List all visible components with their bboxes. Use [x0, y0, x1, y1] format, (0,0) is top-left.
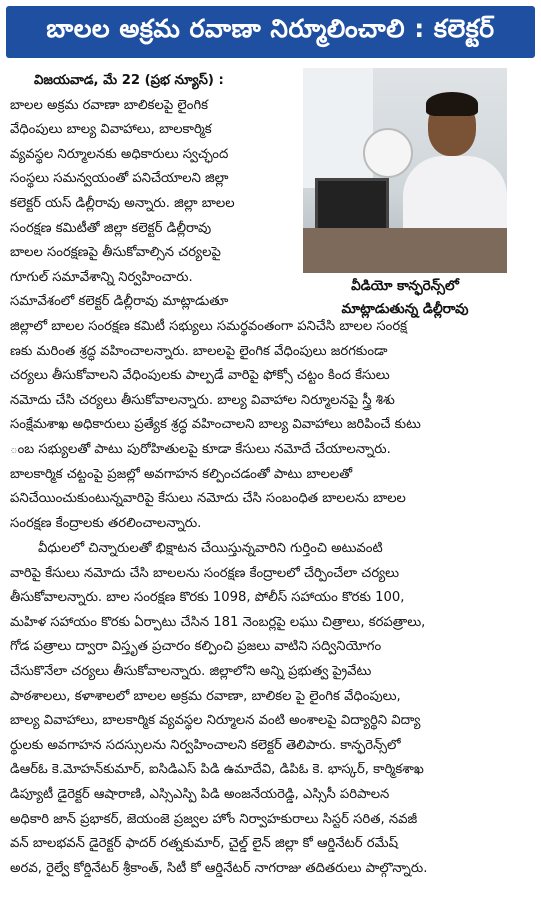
- dateline: విజయవాడ, మే 22 (ప్రభ న్యూస్) :: [34, 73, 224, 88]
- article-line: తీసుకోవాలన్నారు. బాల సంరక్షణ కొరకు 1098, పోలీస్ సహాయం కొరకు 100,: [10, 590, 405, 606]
- photo-desk: [303, 228, 507, 273]
- article-line: వీధులలో చిన్నారులతో భిక్షాటన చేయిస్తున్నవారిని గుర్తించి అటువంటి: [38, 541, 383, 556]
- article-line: అధికారి జాన్ ప్రభాకర్, జెయంజె ప్రజ్వల హోం నిర్వాహకురాలు సిస్టర్ సరిత, నవజీ: [10, 811, 418, 827]
- article-line: డిప్యూటీ డైరెక్టర్ ఆషారాణి, ఎస్సిఎస్పి పిడి అంజనేయరెడ్డి, ఎస్సిసీ పరిపాలన: [10, 786, 390, 802]
- article-line: చేసుకొనేలా చర్యలు తీసుకోవాలన్నారు. జిల్లాలోని అన్ని ప్రభుత్వ ప్రైవేటు: [10, 663, 372, 679]
- headline-banner: [6, 6, 535, 58]
- article-line: వన్ బాలభవన్ డైరెక్టర్ ఫాదర్ రత్నకుమార్, చైల్డ్ లైన్ జిల్లా కో ఆర్డినేటర్ రమేష్: [10, 836, 398, 852]
- article-narrow-column: [10, 69, 300, 315]
- article-line: సంక్షేమశాఖ అధికారులు ప్రత్యేక శ్రద్ధ వహించాలని బాల్య వివాహాలు జరిపించే కుటు: [10, 417, 421, 433]
- article-line: బాలకార్మిక చట్టంపై ప్రజల్లో అవగాహన కల్పించడంతో పాటు బాలలతో: [10, 466, 353, 482]
- article-body-part-2: [10, 537, 534, 881]
- photo-caption-line: మాట్లాడుతున్న డిల్లీరావు: [341, 301, 469, 317]
- headline-text: బాలల అక్రమ రవాణా నిర్మూలించాలి : కలెక్టర్: [46, 14, 495, 43]
- photo-person-hair: [426, 92, 478, 116]
- article-line: వారిపై కేసులు నమోదు చేసి బాలలను సంరక్షణ కేంద్రాలలో చేర్పించేలా చర్యలు: [10, 565, 400, 581]
- article-line: డిఆర్‌ఓ కె.మోహన్‌కుమార్, ఐసిడిఎస్ పిడి ఉమాదేవి, డిపిఓ కె. భాస్కర్, కార్మికశాఖ: [10, 762, 424, 778]
- article-line: నమోదు చేసి చర్యలు తీసుకోవాలన్నారు. బాల్య వివాహాల నిర్మూలనపై స్త్రీ శిశు: [10, 392, 395, 408]
- article-line: గూగుల్ సమావేశాన్ని నిర్వహించారు.: [10, 269, 193, 285]
- article-body-part-1: [10, 315, 534, 536]
- article-line: గోడ పత్రాలు ద్వారా విస్తృత ప్రచారం కల్పించి ప్రజలు వాటిని సద్వినియోగం: [10, 639, 382, 655]
- article-line: సమావేశంలో కలెక్టర్ డిల్లీరావు మాట్లాడుతూ: [10, 294, 229, 310]
- article-line: ణకు మరింత శ్రద్ధ వహించాలన్నారు. బాలలపై లైంగిక వేధింపులు జరగకుండా: [10, 343, 388, 359]
- article-line: పనిచేయించుకుంటున్నవారిపై కేసులు నమోదు చేసి సంబంధిత బాలలను బాలల: [10, 491, 406, 507]
- article-line: వేధింపులు బాల్య వివాహాలు, బాలకార్మిక: [10, 122, 212, 138]
- photo-window: [303, 68, 373, 188]
- article-line: బాలల సంరక్షణపై తీసుకోవాల్సిన చర్యలపై: [10, 245, 221, 261]
- article-line: వ్యవస్థల నిర్మూలనకు అధికారులు స్వచ్ఛంద: [10, 146, 229, 162]
- photo-caption-line: వీడియో కాన్ఫరెన్స్‌లో: [351, 278, 459, 294]
- article-line: ంబ సభ్యులతో పాటు పురోహితులపై కూడా కేసులు నమోదే చేయాలన్నారు.: [10, 441, 391, 457]
- article-line: అరవ, రైల్వే కోర్డినేటర్ శ్రీకాంత్, సిటీ కో ఆర్డినేటర్ నాగరాజు తదితరులు పాల్గొన్నారు.: [10, 860, 428, 876]
- article-line: ర్థులకు అవగాహన సదస్సులను నిర్వహించాలని కలెక్టర్ తెలిపారు. కాన్ఫరెన్స్‌లో: [10, 737, 401, 753]
- news-photo: [303, 68, 507, 273]
- article-line: బాల్య వివాహాలు, బాలకార్మిక వ్యవస్థల నిర్మూలన వంటి అంశాలపై విద్యార్థిని విద్యా: [10, 713, 421, 729]
- article-line: సంస్థలు సమన్వయంతో పనిచేయాలని జిల్లా: [10, 171, 229, 187]
- article-line: చర్యలు తీసుకోవాలని వేధింపులకు పాల్పడే వారిపై ఫోక్సో చట్టం కింద కేసులు: [10, 368, 390, 384]
- article-line: మహిళ సహాయం కొరకు ఏర్పాటు చేసిన 181 నెంబర్లపై లఘు చిత్రాలు, కరపత్రాలు,: [10, 614, 426, 630]
- article-line: సంరక్షణ కమిటీతో జిల్లా కలెక్టర్ డిల్లీరావు: [10, 220, 212, 236]
- article-line: బాలల అక్రమ రవాణా బాలికలపై లైంగిక: [10, 97, 209, 113]
- article-line: సంరక్షణ కేంద్రాలకు తరలించాలన్నారు.: [10, 515, 202, 531]
- article-line: కలెక్టర్ యస్ డిల్లీరావు అన్నారు. జిల్లా బాలల: [10, 195, 235, 211]
- article-line: పాఠశాలలు, కళాశాలలో బాలల అక్రమ రవాణా, బాలికల పై లైంగిక వేధింపులు,: [10, 688, 401, 704]
- article-line: జిల్లాలో బాలల సంరక్షణ కమిటీ సభ్యులు సమర్థవంతంగా పనిచేసి బాలల సంరక్ష: [10, 319, 408, 334]
- photo-fan: [363, 128, 413, 178]
